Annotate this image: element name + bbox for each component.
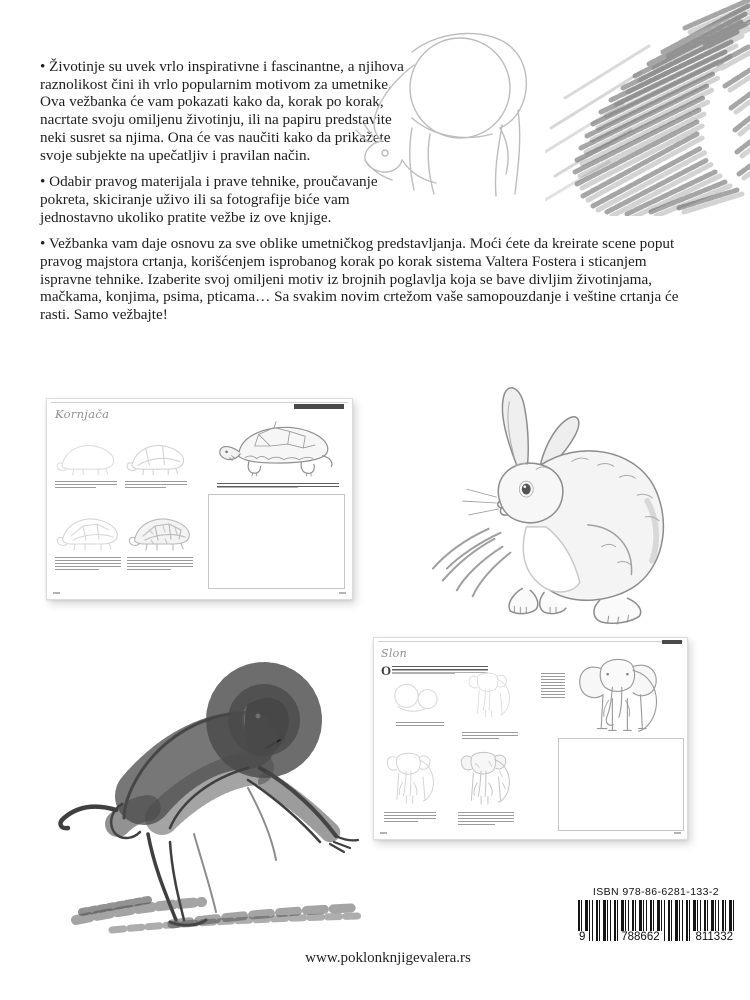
step-3-caption-lines — [384, 812, 436, 822]
publisher-website-url: www.poklonknjigevalera.rs — [305, 950, 471, 966]
page-number-left — [380, 832, 387, 834]
step-4-caption-lines — [127, 557, 193, 570]
elephant-finished-drawing — [570, 646, 666, 736]
bullet-paragraph-2: • Odabir pravog materijala i prave tehnike, proučavanje pokreta, skiciranje uživo ili sa fotografije biće vam jednostavno ukoliko pratite vežbe iz ove knjige. — [40, 173, 378, 226]
step-3-caption-lines — [55, 557, 121, 570]
turtle-step-3-sketch — [53, 505, 123, 553]
barcode-digits — [570, 931, 742, 943]
baboon-sketch-image — [52, 628, 372, 938]
elephant-sample-page — [373, 637, 688, 840]
kangaroo-sketch-image — [352, 10, 562, 206]
practice-area-box — [208, 494, 345, 589]
elephant-step-2-sketch — [458, 666, 520, 720]
turtle-page-title: Kornjača — [55, 407, 110, 421]
turtle-step-2-sketch — [123, 433, 189, 477]
chapter-label-tab — [294, 404, 344, 409]
elephant-step-3-sketch — [382, 744, 438, 808]
intro-drop-cap: O — [381, 663, 392, 678]
elephant-step-1-sketch — [388, 680, 446, 716]
pencil-hatching-texture — [545, 0, 750, 216]
isbn-barcode-block — [570, 886, 742, 943]
barcode-digit-group1: 788662 — [618, 931, 662, 943]
step-1-caption-lines — [396, 722, 444, 727]
page-top-rule — [51, 402, 348, 403]
practice-area-box — [558, 738, 684, 831]
page-number-right — [674, 832, 681, 834]
bullet-paragraph-1: • Životinje su uvek vrlo inspirativne i fascinantne, a njihova raznolikost čini ih vrlo popularnim motivom za umetnike. Ova vežbanka će vam pokazati kako da, korak po korak, nacrtate svoju omiljenu životinju, ili na papiru predstavite neki susret sa njima. Ona će vas naučiti kako da prikažete svoje subjekte na upečatljiv i pravilan način. — [40, 58, 404, 164]
elephant-step-4-sketch — [454, 744, 516, 808]
page-number-left — [53, 592, 60, 594]
turtle-finished-drawing — [215, 413, 343, 479]
turtle-drawing-caption-lines — [217, 483, 339, 488]
turtle-step-4-sketch — [125, 505, 195, 553]
step-2-caption-lines — [462, 732, 518, 739]
turtle-step-1-sketch — [53, 433, 119, 477]
elephant-page-title: Slon — [381, 647, 407, 660]
bullet-paragraph-3: • Vežbanka vam daje osnovu za sve oblike umetničkog predstavljanja. Moći ćete da kreirate scene poput pravog majstora crtanja, korišćenjem isprobanog korak po korak sistema Valtera Fostera i sticanjem ispravne tehnike. Izaberite svoj omiljeni motiv iz brojnih poglavlja koja se bave divljim životinjama, mačkama, konjima, psima, pticama… Sa svakim novim crtežom vaše samopouzdanje i veštine crtanja će rasti. Samo vežbajte! — [40, 235, 679, 324]
isbn-number-label: ISBN 978-86-6281-133-2 — [592, 886, 720, 898]
step-2-caption-lines — [125, 481, 187, 488]
barcode-digit-group2: 811332 — [692, 931, 736, 943]
turtle-sample-page — [46, 398, 353, 600]
step-4-caption-lines — [458, 812, 514, 825]
finished-drawing-caption-lines — [541, 673, 565, 699]
page-top-rule — [378, 641, 683, 642]
step-1-caption-lines — [55, 481, 117, 488]
page-number-right — [339, 592, 346, 594]
barcode-digit-left: 9 — [576, 931, 588, 943]
rabbit-drawing-image — [422, 378, 697, 636]
chapter-label-tab — [662, 640, 682, 644]
